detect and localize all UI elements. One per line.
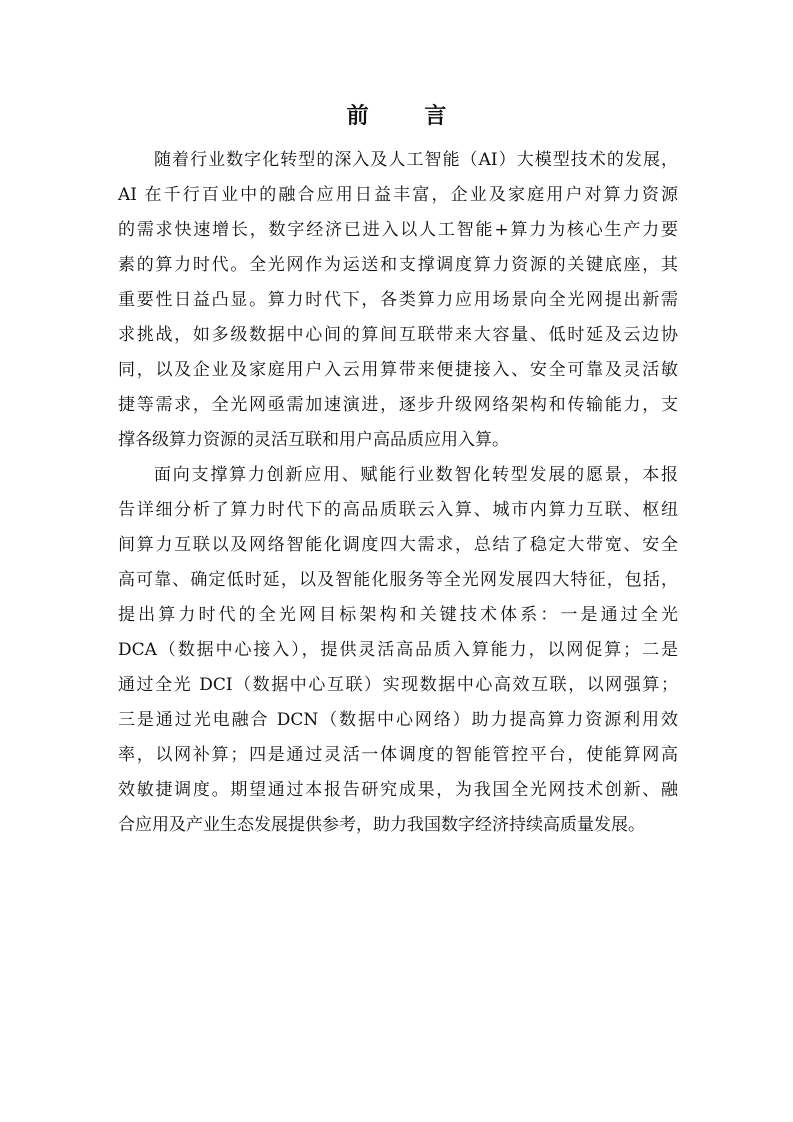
paragraph-line: 撑各级算力资源的灵活互联和用户高品质应用入算。 bbox=[118, 430, 509, 450]
paragraph-line: 三是通过光电融合 DCN（数据中心网络）助力提高算力资源利用效 bbox=[118, 710, 678, 730]
paragraph-line: AI 在千行百业中的融合应用日益丰富，企业及家庭用户对算力资源 bbox=[118, 185, 678, 205]
document-body bbox=[118, 143, 678, 843]
paragraph-line: 同，以及企业及家庭用户入云用算带来便捷接入、安全可靠及灵活敏 bbox=[118, 360, 678, 380]
page-title: 前 言 bbox=[346, 103, 471, 129]
paragraph-line: 提出算力时代的全光网目标架构和关键技术体系：一是通过全光 bbox=[118, 605, 678, 625]
paragraph-line: 随着行业数字化转型的深入及人工智能（AI）大模型技术的发展， bbox=[154, 150, 678, 170]
paragraph-line: 面向支撑算力创新应用、赋能行业数智化转型发展的愿景，本报 bbox=[154, 465, 678, 485]
paragraph-line: 素的算力时代。全光网作为运送和支撑调度算力资源的关键底座，其 bbox=[118, 255, 678, 275]
paragraph-line: 间算力互联以及网络智能化调度四大需求，总结了稳定大带宽、安全 bbox=[118, 535, 678, 555]
paragraph-2 bbox=[118, 458, 678, 843]
paragraph-line: 合应用及产业生态发展提供参考，助力我国数字经济持续高质量发展。 bbox=[118, 815, 645, 835]
paragraph-line: 的需求快速增长，数字经济已进入以人工智能+算力为核心生产力要 bbox=[118, 220, 678, 240]
paragraph-line: 求挑战，如多级数据中心间的算间互联带来大容量、低时延及云边协 bbox=[118, 325, 678, 345]
paragraph-line: DCA（数据中心接入），提供灵活高品质入算能力，以网促算；二是 bbox=[118, 640, 678, 660]
paragraph-1 bbox=[118, 143, 678, 458]
paragraph-line: 通过全光 DCI（数据中心互联）实现数据中心高效互联，以网强算； bbox=[118, 675, 678, 695]
paragraph-line: 率，以网补算；四是通过灵活一体调度的智能管控平台，使能算网高 bbox=[118, 745, 678, 765]
paragraph-line: 高可靠、确定低时延，以及智能化服务等全光网发展四大特征，包括， bbox=[118, 570, 678, 590]
paragraph-line: 重要性日益凸显。算力时代下，各类算力应用场景向全光网提出新需 bbox=[118, 290, 678, 310]
paragraph-line: 捷等需求，全光网亟需加速演进，逐步升级网络架构和传输能力，支 bbox=[118, 395, 678, 415]
paragraph-line: 效敏捷调度。期望通过本报告研究成果，为我国全光网技术创新、融 bbox=[118, 780, 678, 800]
paragraph-line: 告详细分析了算力时代下的高品质联云入算、城市内算力互联、枢纽 bbox=[118, 500, 678, 520]
